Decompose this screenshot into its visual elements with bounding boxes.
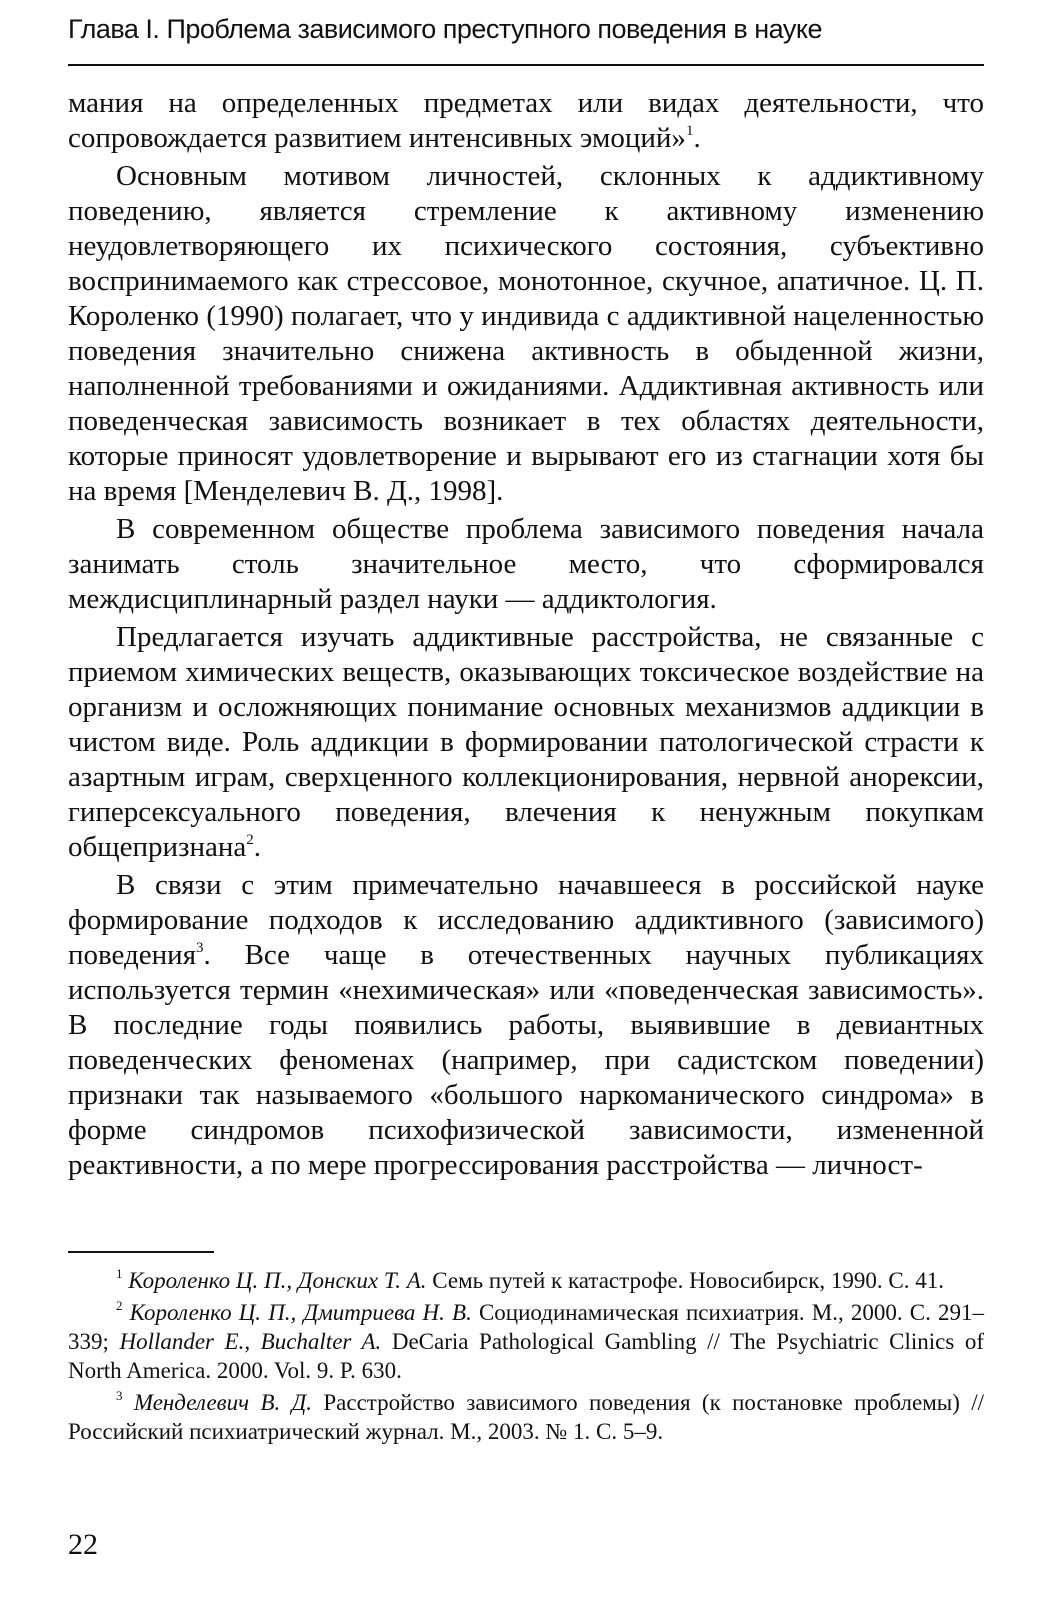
footnote-2-number: 2 [116, 1298, 123, 1313]
footnote-ref-3: 3 [196, 940, 204, 956]
footnote-2-authors: Короленко Ц. П., Дмитриева Н. В. [129, 1300, 472, 1325]
page-number: 22 [68, 1528, 98, 1561]
paragraph-5-start: В связи с этим примечательно начавшееся в российской науке формирование подходов к исследованию аддиктивного (зависимого) поведения [68, 869, 984, 971]
footnote-2 [68, 1298, 984, 1385]
footnote-3 [68, 1388, 984, 1446]
footnote-1-number: 1 [116, 1266, 123, 1281]
footnote-1 [68, 1266, 984, 1295]
footnote-2-text: Социодинамическая психиатрия. М., 2000. С. 291–339; [68, 1300, 984, 1354]
main-text [68, 86, 984, 1183]
paragraph-3: В современном обществе проблема зависимого поведения начала занимать столь значительное место, что сформировался междисциплинарный раздел науки — аддиктология. [68, 513, 984, 615]
footnotes [68, 1266, 984, 1449]
book-page [68, 0, 984, 1600]
paragraph-1-text: мания на определенных предметах или видах деятельности, что сопровождается развитием интенсивных эмоций» [68, 87, 984, 154]
paragraph-4 [68, 620, 984, 865]
paragraph-5-rest: . Все чаще в отечественных научных публикациях используется термин «нехимическая» или «поведенческая зависимость». В последние годы появились работы, выявившие в девиантных поведенческих феноменах (например, при садистском поведении) признаки так называемого «большого наркоманического синдрома» в форме синдромов психофизической зависимости, измененной реактивности, а по мере прогрессирования расстройства — личност- [68, 939, 984, 1181]
footnote-2-authors-2: Hollander E., Buchalter A. [119, 1329, 382, 1354]
footnote-3-authors: Менделевич В. Д. [133, 1390, 313, 1415]
running-head: Глава I. Проблема зависимого преступного поведения в науке [68, 14, 822, 44]
paragraph-4-text: Предлагается изучать аддиктивные расстройства, не связанные с приемом химических веществ, оказывающих токсическое воздействие на организм и осложняющих понимание основных механизмов аддикции в чистом виде. Роль аддикции в формировании патологической страсти к азартным играм, сверхценного коллекционирования, нервной анорексии, гиперсексуального поведения, влечения к ненужным покупкам общепризнана [68, 621, 984, 863]
paragraph-1-end: . [693, 122, 701, 154]
paragraph-4-end: . [253, 831, 261, 863]
footnote-ref-1: 1 [685, 123, 694, 139]
footnote-1-text: Семь путей к катастрофе. Новосибирск, 1990. С. 41. [426, 1268, 944, 1293]
footnote-1-authors: Короленко Ц. П., Донских Т. А. [128, 1268, 427, 1293]
footnote-3-number: 3 [116, 1388, 123, 1403]
footnote-ref-2: 2 [246, 832, 254, 848]
paragraph-2: Основным мотивом личностей, склонных к аддиктивному поведению, является стремление к активному изменению неудовлетворяющего их психического состояния, субъективно воспринимаемого как стрессовое, монотонное, скучное, апатичное. Ц. П. Короленко (1990) полагает, что у индивида с аддиктивной нацеленностью поведения значительно снижена активность в обыденной жизни, наполненной требованиями и ожиданиями. Аддиктивная активность или поведенческая зависимость возникает в тех областях деятельности, которые приносят удовлетворение и вырывают его из стагнации хотя бы на время [Менделевич В. Д., 1998]. [68, 160, 984, 507]
paragraph-1 [68, 86, 984, 156]
footnote-2-text-2: DeCaria Pathological Gambling // The Psychiatric Clinics of North America. 2000. Vol. 9. P. 630. [68, 1329, 985, 1383]
paragraph-5 [68, 868, 984, 1183]
header-rule [68, 64, 984, 66]
footnote-3-text: Расстройство зависимого поведения (к постановке проблемы) // Российский психиатрический журнал. М., 2003. № 1. С. 5–9. [68, 1390, 984, 1444]
footnote-rule [68, 1251, 214, 1253]
